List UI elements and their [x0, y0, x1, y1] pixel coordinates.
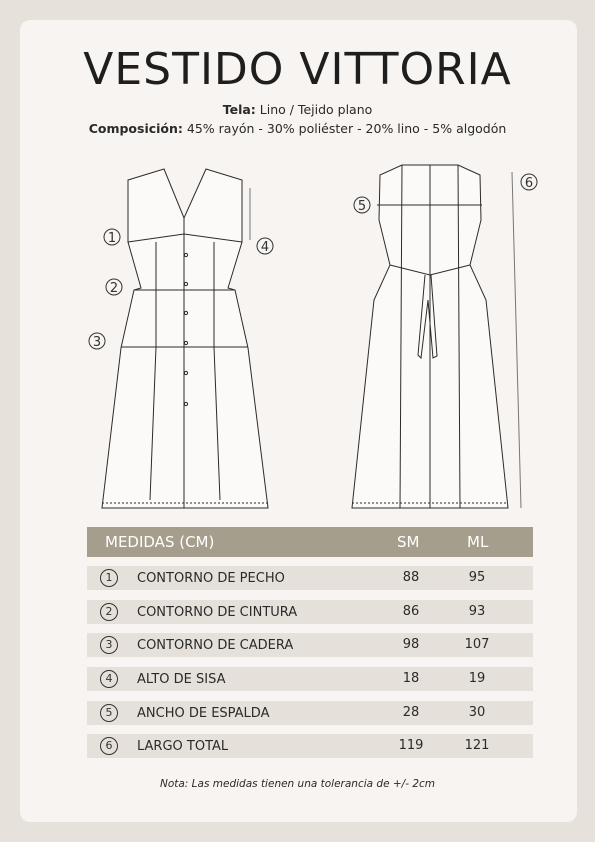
table-row [87, 734, 533, 758]
row-sm-value: 28 [402, 705, 420, 720]
table-row [87, 633, 533, 657]
composition-value: 45% rayón - 30% poliéster - 20% lino - 5% algodón [182, 121, 507, 136]
row-ml-value: 107 [464, 637, 490, 652]
row-label: CONTORNO DE PECHO [137, 571, 285, 586]
row-sm-value: 88 [402, 570, 420, 585]
table-row [87, 667, 533, 691]
table-row [87, 600, 533, 624]
fabric-value: Lino / Tejido plano [255, 102, 373, 117]
row-ml-value: 93 [468, 604, 486, 619]
row-sm-value: 86 [402, 604, 420, 619]
back-dress-drawing [352, 165, 521, 508]
row-label: ALTO DE SISA [137, 672, 226, 687]
row-ml-value: 30 [468, 705, 486, 720]
marker-4: 4 [260, 240, 270, 255]
marker-6: 6 [524, 176, 534, 191]
header-ml: ML [467, 533, 489, 551]
row-number: 5 [100, 704, 118, 722]
table-header [87, 527, 533, 557]
row-number: 2 [100, 603, 118, 621]
marker-3: 3 [92, 335, 102, 350]
composition-label: Composición: [88, 121, 183, 136]
row-ml-value: 19 [468, 671, 486, 686]
row-sm-value: 119 [398, 738, 424, 753]
header-measures: MEDIDAS (CM) [105, 533, 215, 551]
row-label: ANCHO DE ESPALDA [137, 706, 270, 721]
tolerance-note: Nota: Las medidas tienen una tolerancia de +/- 2cm [159, 778, 436, 790]
row-number: 1 [100, 569, 118, 587]
row-label: LARGO TOTAL [137, 739, 229, 754]
table-row [87, 566, 533, 590]
header-sm: SM [397, 533, 420, 551]
marker-1: 1 [107, 231, 117, 246]
row-number: 6 [100, 737, 118, 755]
row-label: CONTORNO DE CADERA [137, 638, 294, 653]
row-ml-value: 95 [468, 570, 486, 585]
marker-5: 5 [357, 199, 367, 214]
row-sm-value: 98 [402, 637, 420, 652]
row-number: 4 [100, 670, 118, 688]
marker-2: 2 [109, 281, 119, 296]
page-title: VESTIDO VITTORIA [83, 44, 512, 95]
table-row [87, 701, 533, 725]
fabric-label: Tela: [222, 102, 256, 117]
front-dress-drawing [102, 169, 268, 508]
row-ml-value: 121 [464, 738, 490, 753]
row-number: 3 [100, 636, 118, 654]
row-label: CONTORNO DE CINTURA [137, 605, 298, 620]
row-sm-value: 18 [402, 671, 420, 686]
